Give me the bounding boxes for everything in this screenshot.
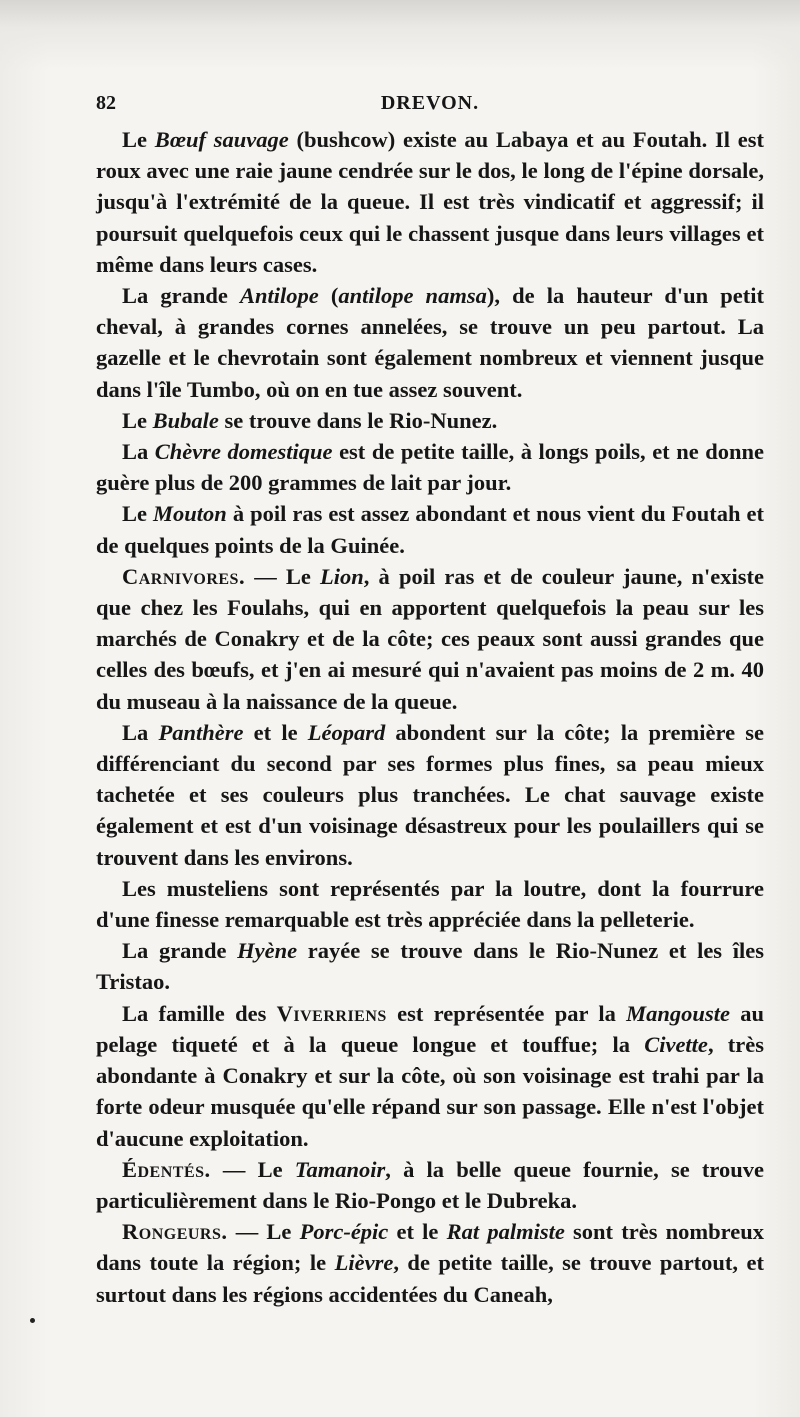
text-run: , de petite taille, se trouve partout, et surtout dans les régions accidentées du Caneah, (96, 1250, 765, 1307)
section-label: Carnivores. (122, 563, 246, 589)
text-run: Le (122, 127, 155, 152)
italic-term: Chèvre domestique (154, 439, 333, 465)
text-run: La (122, 439, 155, 465)
italic-term: Lièvre (334, 1250, 394, 1276)
italic-term: Mangouste (626, 1000, 730, 1026)
paragraph (96, 717, 764, 873)
running-title: DREVON. (380, 92, 480, 114)
italic-term: Rat palmiste (446, 1219, 565, 1245)
body-text (96, 124, 764, 1310)
text-run: , très abondante à Conakry et sur la côte, où son voisinage est trahi par la forte odeur musquée qu'elle répand sur son passage. Elle n'est l'objet d'aucune exploitation. (96, 1031, 764, 1151)
text-run: — Le (245, 563, 321, 589)
paragraph (96, 405, 764, 436)
text-run: ), de la hauteur d'un petit cheval, à grandes cornes annelées, se trouve un peu partout. La gazelle et le chevrotain sont également nombreux et viennent jusque dans l'île Tumbo, où on en tue assez souvent. (96, 283, 765, 402)
text-run: et le (243, 719, 308, 745)
text-run: ( (318, 283, 339, 309)
page-number: 82 (96, 92, 116, 114)
text-run: (bushcow) existe au Labaya et au Foutah. Il est roux avec une raie jaune cendrée sur le dos, le long de l'épine dorsale, jusqu'à l'extrémité de la queue. Il est très vindicatif et aggressif; il poursuit quelquefois ceux qui le chassent jusque dans leurs villages et même dans leurs cases. (96, 127, 764, 277)
paragraph (96, 280, 764, 405)
text-run: sont très nombreux dans toute la région; le (96, 1219, 764, 1276)
section-label: Viverriens (276, 1000, 387, 1026)
text-run: — Le (227, 1219, 300, 1245)
text-run: , à la belle queue fournie, se trouve particulièrement dans le Rio-Pongo et le Dubreka. (96, 1156, 764, 1213)
text-run: La grande (122, 938, 238, 964)
italic-term: Civette (644, 1031, 708, 1057)
paragraph (96, 873, 764, 935)
italic-term: Antilope (240, 283, 319, 309)
text-run: rayée se trouve dans le Rio-Nunez et les îles Tristao. (96, 938, 764, 995)
text-run: est représentée par la (386, 1000, 627, 1026)
text-run: La famille des (122, 1000, 277, 1026)
text-run: — Le (210, 1156, 295, 1182)
italic-term: Lion (320, 563, 364, 589)
paragraph (96, 124, 764, 280)
italic-term: Panthère (158, 719, 244, 745)
page-top-shadow (0, 0, 800, 70)
margin-speck (30, 1318, 35, 1323)
text-run: La grande (122, 283, 241, 309)
text-run: est de petite taille, à longs poils, et ne donne guère plus de 200 grammes de lait par jour. (96, 439, 764, 496)
text-run: au pelage tiqueté et à la queue longue et touffue; la (96, 1000, 764, 1057)
paragraph (96, 1154, 764, 1216)
section-label: Édentés. (122, 1156, 211, 1182)
text-run: et le (388, 1219, 447, 1245)
italic-term: Tamanoir (294, 1156, 386, 1182)
text-run: Le (122, 501, 154, 527)
italic-term: Mouton (153, 501, 227, 527)
page-header (96, 92, 764, 116)
paragraph (96, 998, 764, 1154)
italic-term: Bœuf sauvage (154, 127, 289, 152)
italic-term: Léopard (307, 719, 386, 745)
paragraph (96, 436, 764, 498)
text-run: abondent sur la côte; la première se différenciant du second par ses formes plus fines, sa peau mieux tachetée et ses couleurs plus tranchées. Le chat sauvage existe également et est d'un voisinage désastreux pour les poulaillers qui se trouvent dans les environs. (96, 719, 765, 870)
italic-term: Bubale (152, 407, 219, 433)
italic-term: Hyène (237, 938, 298, 964)
section-label: Rongeurs. (122, 1219, 228, 1245)
text-run: se trouve dans le Rio-Nunez. (218, 407, 498, 433)
paragraph (96, 561, 764, 717)
text-run: , à poil ras et de couleur jaune, n'existe que chez les Foulahs, qui en apportent quelquefois la peau sur les marchés de Conakry et de la côte; ces peaux sont aussi grandes que celles des bœufs, et j'en ai mesuré qui n'avaient pas moins de 2 m. 40 du museau à la naissance de la queue. (96, 563, 764, 714)
italic-term: antilope namsa (338, 283, 487, 309)
paragraph (96, 935, 764, 997)
text-run: Le (122, 407, 153, 433)
paragraph (96, 1216, 764, 1310)
text-run: à poil ras est assez abondant et nous vient du Foutah et de quelques points de la Guinée. (96, 501, 764, 558)
italic-term: Porc-épic (299, 1219, 389, 1245)
text-run: Les musteliens sont représentés par la loutre, dont la fourrure d'une finesse remarquable est très appréciée dans la pelleterie. (96, 875, 764, 933)
paragraph (96, 498, 764, 560)
text-run: La (122, 719, 159, 745)
